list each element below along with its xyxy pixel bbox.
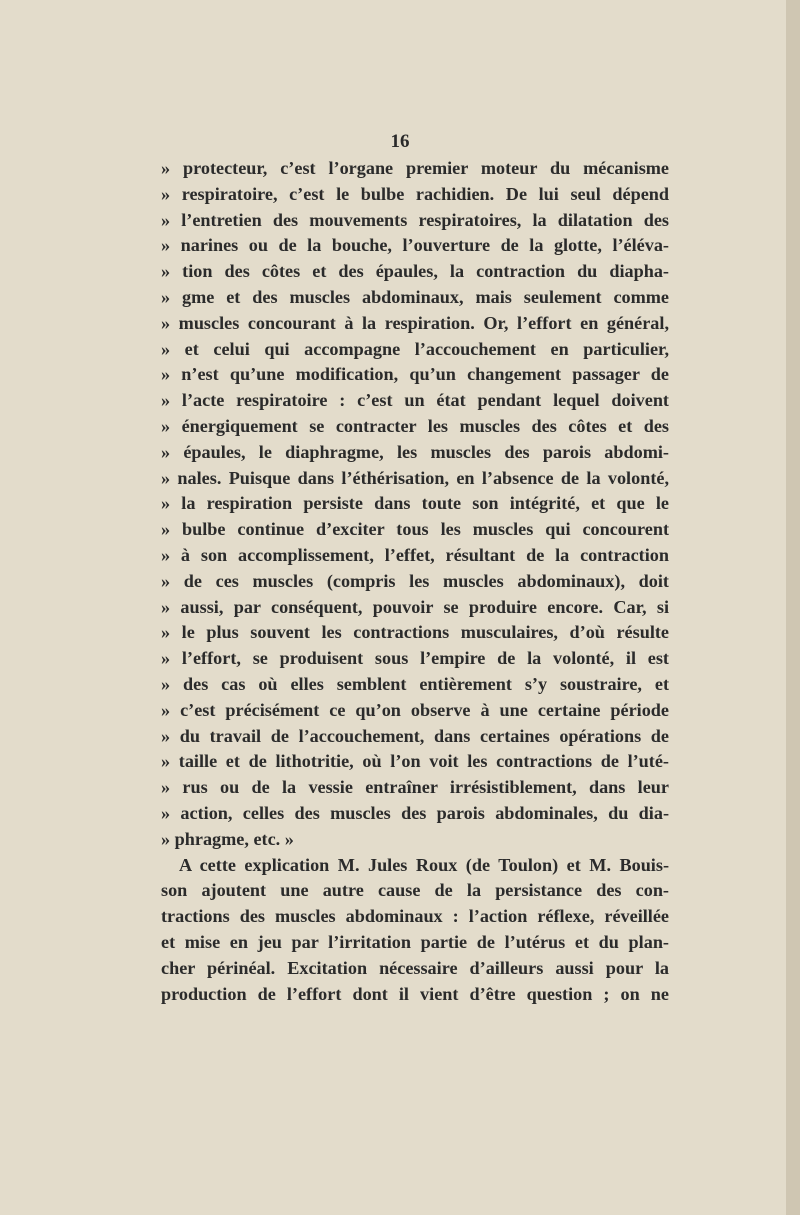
text-line: » de ces muscles (compris les muscles abdominaux), doit	[161, 570, 669, 591]
text-line: » action, celles des muscles des parois abdominales, du dia-	[161, 802, 669, 823]
text-line: » des cas où elles semblent entièrement s’y soustraire, et	[161, 673, 669, 694]
text-line: » protecteur, c’est l’organe premier moteur du mécanisme	[161, 158, 669, 178]
text-line: » tion des côtes et des épaules, la contraction du diapha-	[161, 261, 669, 282]
text-line: » l’effort, se produisent sous l’empire de la volonté, il est	[161, 648, 669, 669]
text-line: » rus ou de la vessie entraîner irrésistiblement, dans leur	[161, 777, 669, 798]
text-line: » aussi, par conséquent, pouvoir se produire encore. Car, si	[161, 596, 669, 617]
text-line: » du travail de l’accouchement, dans certaines opérations de	[161, 725, 669, 746]
text-line: » muscles concourant à la respiration. Or, l’effort en général,	[161, 312, 669, 333]
text-line: » n’est qu’une modification, qu’un changement passager de	[161, 364, 669, 385]
text-line: production de l’effort dont il vient d’être question ; on ne	[161, 983, 669, 1004]
text-line: » l’entretien des mouvements respiratoires, la dilatation des	[161, 209, 669, 230]
text-line: » à son accomplissement, l’effet, résultant de la contraction	[161, 544, 669, 565]
paragraph-first-line: A cette explication M. Jules Roux (de Toulon) et M. Bouis-	[179, 854, 669, 875]
text-line: » le plus souvent les contractions musculaires, d’où résulte	[161, 622, 669, 643]
text-line: » et celui qui accompagne l’accouchement en particulier,	[161, 338, 669, 359]
text-line: » phragme, etc. »	[161, 828, 294, 849]
text-line: » bulbe continue d’exciter tous les muscles qui concourent	[161, 519, 669, 540]
text-line: » gme et des muscles abdominaux, mais seulement comme	[161, 286, 669, 307]
body-text	[161, 156, 669, 1007]
page-edge	[786, 0, 800, 1215]
text-line: » narines ou de la bouche, l’ouverture de la glotte, l’éléva-	[161, 235, 669, 256]
text-line: » énergiquement se contracter les muscles des côtes et des	[161, 415, 669, 436]
text-line: et mise en jeu par l’irritation partie de l’utérus et du plan-	[161, 931, 669, 952]
text-line: » c’est précisément ce qu’on observe à une certaine période	[161, 699, 669, 720]
text-line: tractions des muscles abdominaux : l’action réflexe, réveillée	[161, 906, 669, 927]
text-line: » respiratoire, c’est le bulbe rachidien. De lui seul dépend	[161, 183, 669, 204]
text-line: » nales. Puisque dans l’éthérisation, en l’absence de la volonté,	[161, 467, 669, 488]
text-line: » taille et de lithotritie, où l’on voit les contractions de l’uté-	[161, 751, 669, 772]
page-number: 16	[390, 131, 410, 152]
text-line: cher périnéal. Excitation nécessaire d’ailleurs aussi pour la	[161, 957, 669, 978]
text-line: » la respiration persiste dans toute son intégrité, et que le	[161, 493, 669, 514]
text-line: » l’acte respiratoire : c’est un état pendant lequel doivent	[161, 390, 669, 411]
text-line: » épaules, le diaphragme, les muscles des parois abdomi-	[161, 441, 669, 462]
text-line: son ajoutent une autre cause de la persistance des con-	[161, 880, 669, 901]
